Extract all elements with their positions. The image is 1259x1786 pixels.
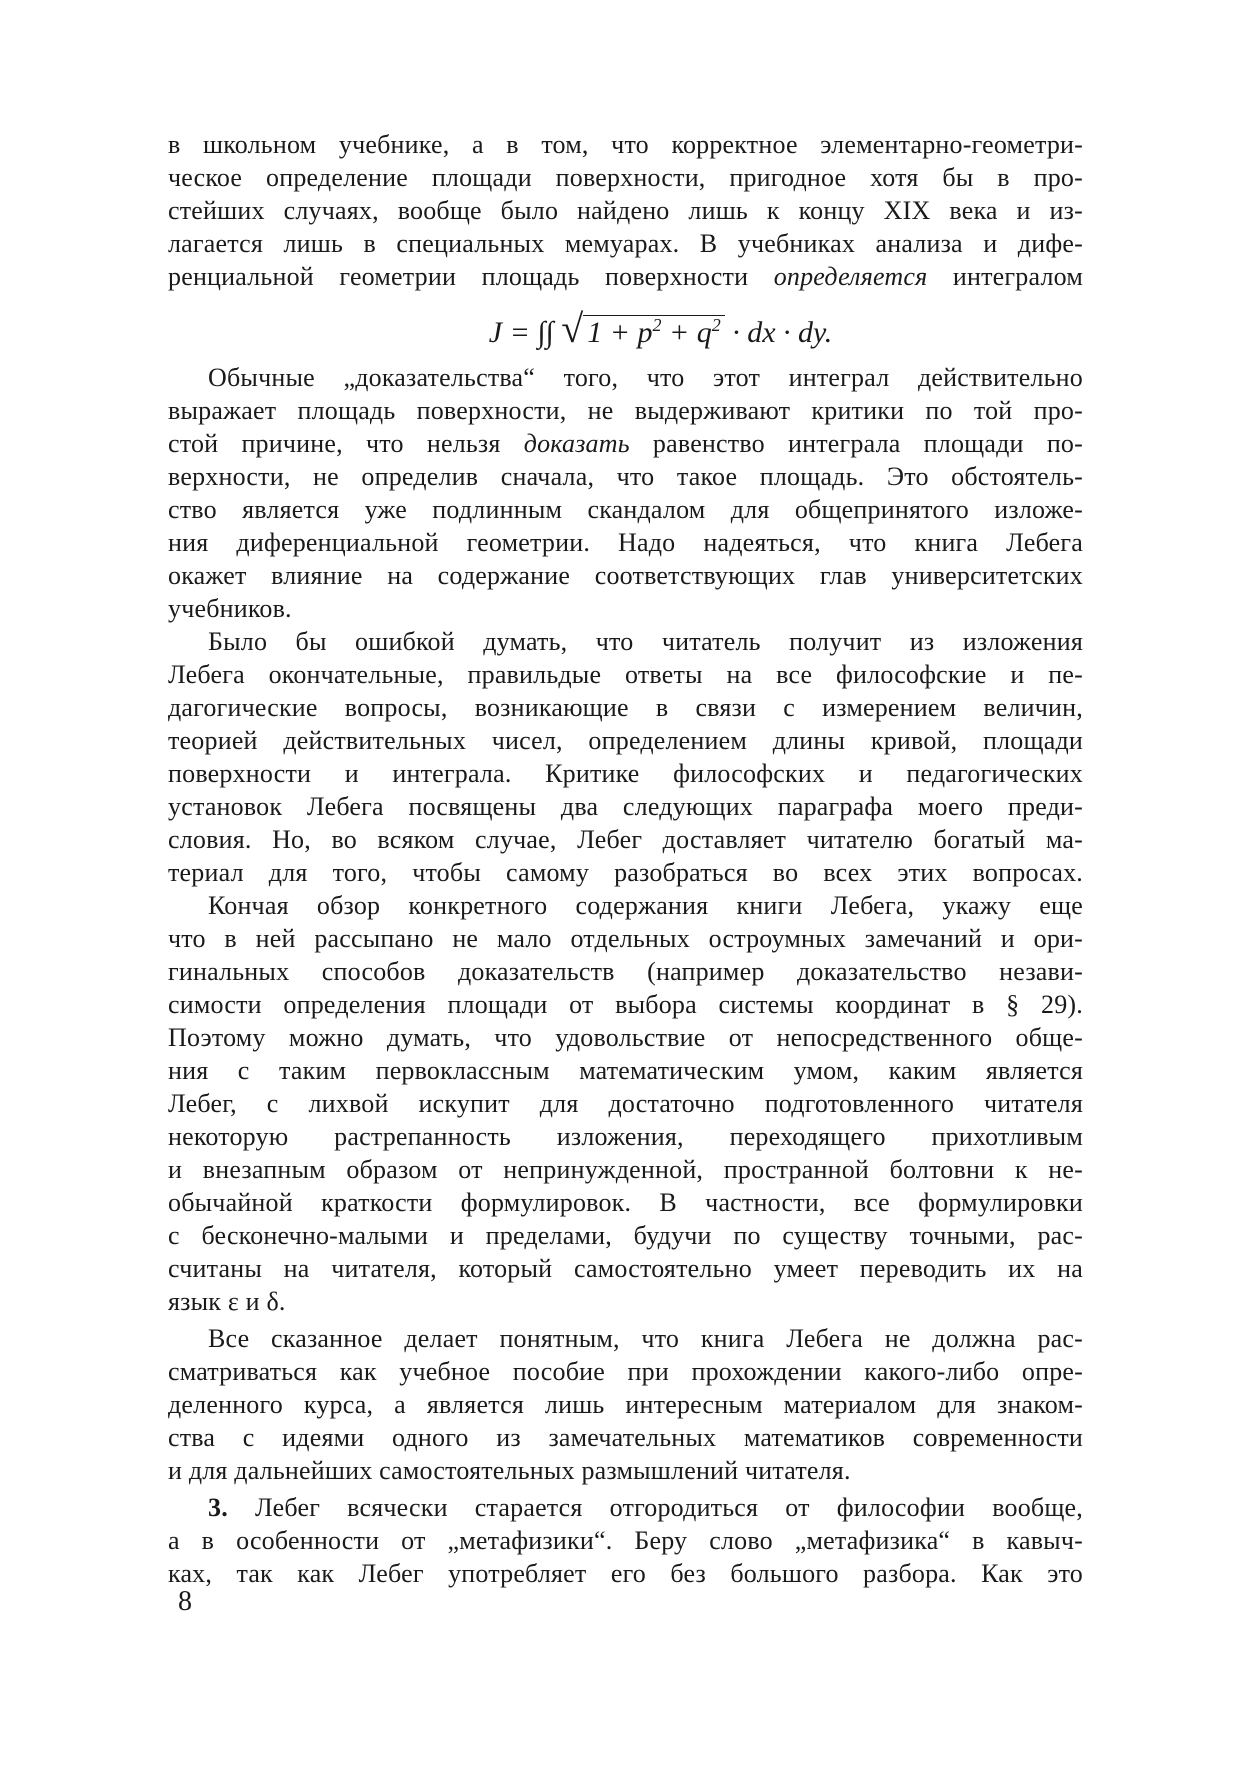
text-line: в школьном учебнике, а в том, что корректное элементарно-геометри- [168, 130, 1083, 159]
text-line: установок Лебега посвящены два следующих параграфа моего преди- [168, 792, 1083, 821]
text-segment: интегралом [927, 262, 1083, 291]
formula-rhs: · dx · dy. [724, 316, 833, 349]
text-line: считаны на читателя, который самостоятельно умеет переводить их на [168, 1254, 1083, 1283]
text-line: ческое определение площади поверхности, пригодное хотя бы в про- [168, 163, 1083, 192]
text-line: выражает площадь поверхности, не выдерживают критики по той про- [168, 396, 1083, 425]
text-line: теорией действительных чисел, определением длины кривой, площади [168, 726, 1083, 755]
text-line: Лебег, с лихвой искупит для достаточно подготовленного читателя [168, 1089, 1083, 1118]
text-line: Кончая обзор конкретного содержания книги Лебега, укажу еще [208, 891, 1083, 920]
paragraph-3 [168, 625, 1083, 889]
text-line: словия. Но, во всяком случае, Лебег доставляет читателю богатый ма- [168, 825, 1083, 854]
surface-area-integral-formula [168, 295, 1083, 355]
radicand-part: 1 + p [587, 316, 653, 349]
text-segment: стой причине, что нельзя [168, 429, 524, 458]
text-line: ния диференциальной геометрии. Надо надеяться, что книга Лебега [168, 528, 1083, 557]
text-line: Лебега окончательные, правильдые ответы на все философские и пе- [168, 660, 1083, 689]
text-line: Обычные „доказательства“ того, что этот интеграл действительно [208, 363, 1083, 392]
text-line [168, 260, 1083, 293]
text-line: язык ε и δ. [168, 1287, 286, 1316]
paragraph-6 [168, 1491, 1083, 1590]
page-body [168, 128, 1083, 1590]
paragraph-1 [168, 128, 1083, 293]
paragraph-4 [168, 889, 1083, 1318]
paragraph-5 [168, 1322, 1083, 1487]
text-line: и внезапным образом от непринужденной, пространной болтовни к не- [168, 1155, 1083, 1184]
text-line: учебников. [168, 594, 292, 623]
text-line: симости определения площади от выбора системы координат в § 29). [168, 990, 1083, 1019]
text-line: а в особенности от „метафизики“. Беру слово „метафизика“ в кавыч- [168, 1526, 1083, 1555]
section-number: 3. [208, 1493, 228, 1522]
text-segment: ренциальной геометрии площадь поверхности [168, 262, 774, 291]
text-line: верхности, не определив сначала, что такое площадь. Это обстоятель- [168, 462, 1083, 491]
text-line: гинальных способов доказательств (например доказательство незави- [168, 957, 1083, 986]
radical-sign: √ [561, 306, 584, 351]
text-line: ках, так как Лебег употребляет его без большого разбора. Как это [168, 1559, 1083, 1588]
text-line: ства с идеями одного из замечательных математиков современности [168, 1423, 1083, 1452]
text-line [168, 1491, 1083, 1524]
text-line: поверхности и интеграла. Критике философских и педагогических [168, 759, 1083, 788]
text-segment: Лебег всячески старается отгородиться от философии вообще, [227, 1493, 1083, 1522]
page-number: 8 [178, 1586, 192, 1617]
text-line [168, 427, 1083, 460]
text-line: сматриваться как учебное пособие при прохождении какого-либо опре- [168, 1357, 1083, 1386]
radicand-part: + q [661, 316, 712, 349]
exponent: 2 [711, 315, 721, 335]
text-line: Было бы ошибкой думать, что читатель получит из изложения [208, 627, 1083, 656]
emphasis-prove: доказать [523, 429, 630, 458]
formula-lhs: J = ∫∫ [488, 316, 562, 349]
text-line: некоторую растрепанность изложения, переходящего прихотливым [168, 1122, 1083, 1151]
text-line: ство является уже подлинным скандалом для общепринятого изложе- [168, 495, 1083, 524]
text-segment: равенство интеграла площади по- [629, 429, 1083, 458]
text-line: дагогические вопросы, возникающие в связи с измерением величин, [168, 693, 1083, 722]
text-line: ния с таким первоклассным математическим умом, каким является [168, 1056, 1083, 1085]
text-line: Все сказанное делает понятным, что книга Лебега не должна рас- [208, 1324, 1083, 1353]
radicand [583, 315, 725, 349]
text-line: стейших случаях, вообще было найдено лишь к концу XIX века и из- [168, 196, 1083, 225]
text-line: обычайной краткости формулировок. В частности, все формулировки [168, 1188, 1083, 1217]
text-line: с бесконечно-малыми и пределами, будучи по существу точными, рас- [168, 1221, 1083, 1250]
text-line: деленного курса, а является лишь интересным материалом для знаком- [168, 1390, 1083, 1419]
text-line: териал для того, чтобы самому разобраться во всех этих вопросах. [168, 858, 1083, 887]
text-line: окажет влияние на содержание соответствующих глав университетских [168, 561, 1083, 590]
text-line: и для дальнейших самостоятельных размышлений читателя. [168, 1456, 851, 1485]
text-line: лагается лишь в специальных мемуарах. В учебниках анализа и дифе- [168, 229, 1083, 258]
text-line: Поэтому можно думать, что удовольствие от непосредственного обще- [168, 1023, 1083, 1052]
paragraph-2 [168, 361, 1083, 625]
emphasis-defined: определяется [773, 262, 928, 291]
exponent: 2 [652, 315, 662, 335]
text-line: что в ней рассыпано не мало отдельных остроумных замечаний и ори- [168, 924, 1083, 953]
